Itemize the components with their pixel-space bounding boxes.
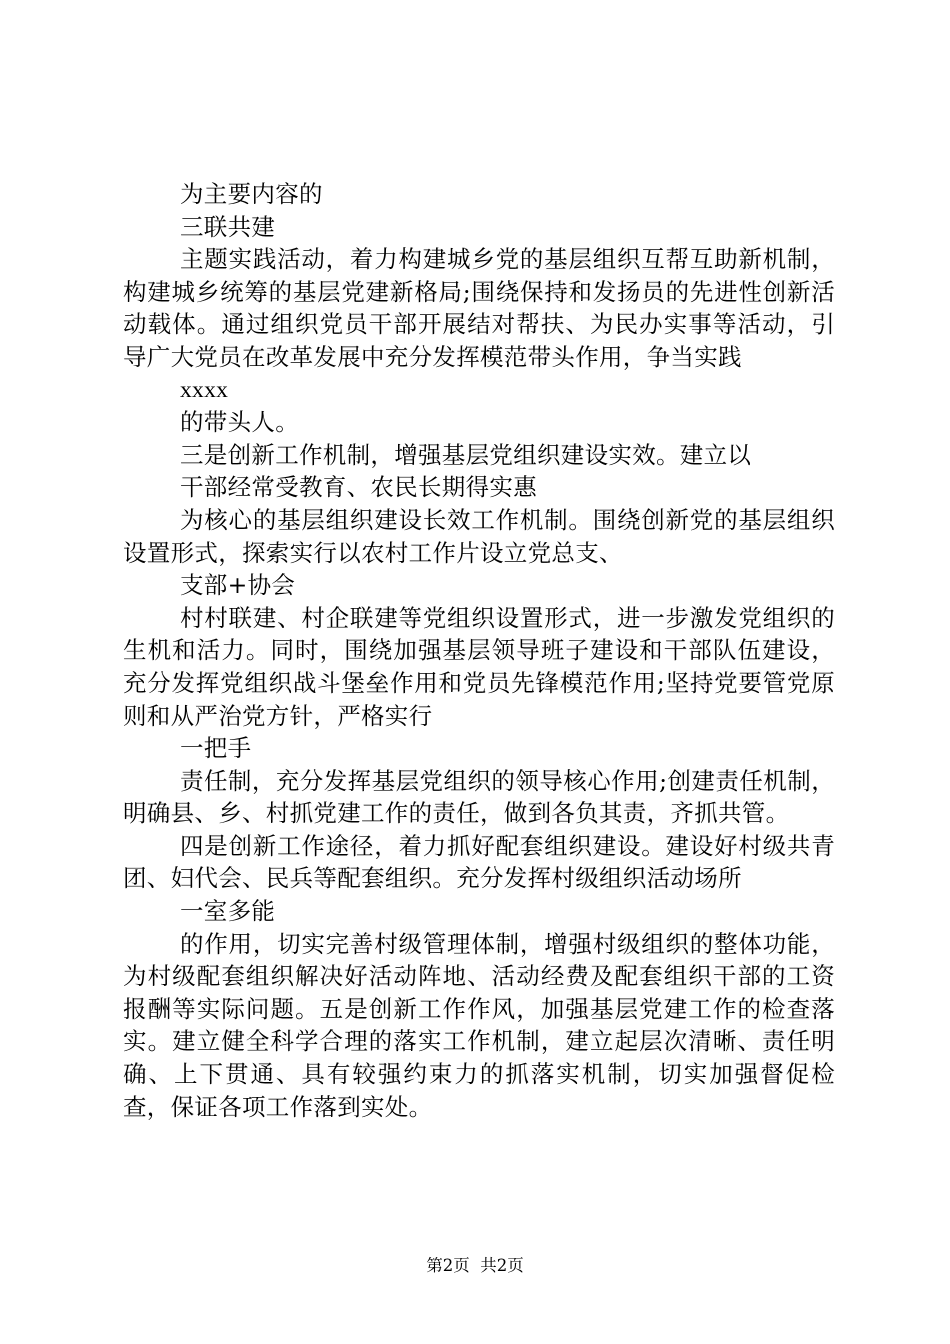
paragraph: 四是创新工作途径，着力抓好配套组织建设。建设好村级共青团、妇代会、民兵等配套组织。充分发挥村级组织活动场所 [123,831,835,893]
paragraph: 的带头人。 [180,408,299,437]
paragraph: 的作用，切实完善村级管理体制，增强村级组织的整体功能，为村级配套组织解决好活动阵地、活动经费及配套组织干部的工资报酬等实际问题。五是创新工作作风，加强基层党建工作的检查落实。建立健全科学合理的落实工作机制，建立起层次清晰、责任明确、上下贯通、具有较强约束力的抓落实机制，切实加强督促检查，保证各项工作落到实处。 [123,929,835,1121]
page-footer [0,1256,950,1276]
paragraph: 为核心的基层组织建设长效工作机制。围绕创新党的基层组织设置形式，探索实行以农村工作片设立党总支、 [123,505,835,567]
paragraph: 一把手 [180,734,252,763]
paragraph: 支部+协会 [180,571,296,600]
paragraph: xxxx [180,376,229,403]
paragraph: 主题实践活动，着力构建城乡党的基层组织互帮互助新机制，构建城乡统筹的基层党建新格局;围绕保持和发扬员的先进性创新活动载体。通过组织党员干部开展结对帮扶、为民办实事等活动，引导广大党员在改革发展中充分发挥模范带头作用，争当实践 [123,245,835,371]
page-number-label: 第2页 共2页 [426,1256,524,1275]
document-body [123,178,835,1123]
paragraph: 一室多能 [180,897,276,926]
paragraph: 村村联建、村企联建等党组织设置形式，进一步激发党组织的生机和活力。同时，围绕加强基层领导班子建设和干部队伍建设，充分发挥党组织战斗堡垒作用和党员先锋模范作用;坚持党要管党原则和从严治党方针，严格实行 [123,603,835,730]
paragraph: 责任制，充分发挥基层党组织的领导核心作用;创建责任机制，明确县、乡、村抓党建工作的责任，做到各负其责，齐抓共管。 [123,766,835,828]
paragraph: 为主要内容的 [180,180,323,208]
paragraph: 三是创新工作机制，增强基层党组织建设实效。建立以 [180,440,752,469]
paragraph: 三联共建 [180,212,276,241]
paragraph: 干部经常受教育、农民长期得实惠 [180,473,537,502]
